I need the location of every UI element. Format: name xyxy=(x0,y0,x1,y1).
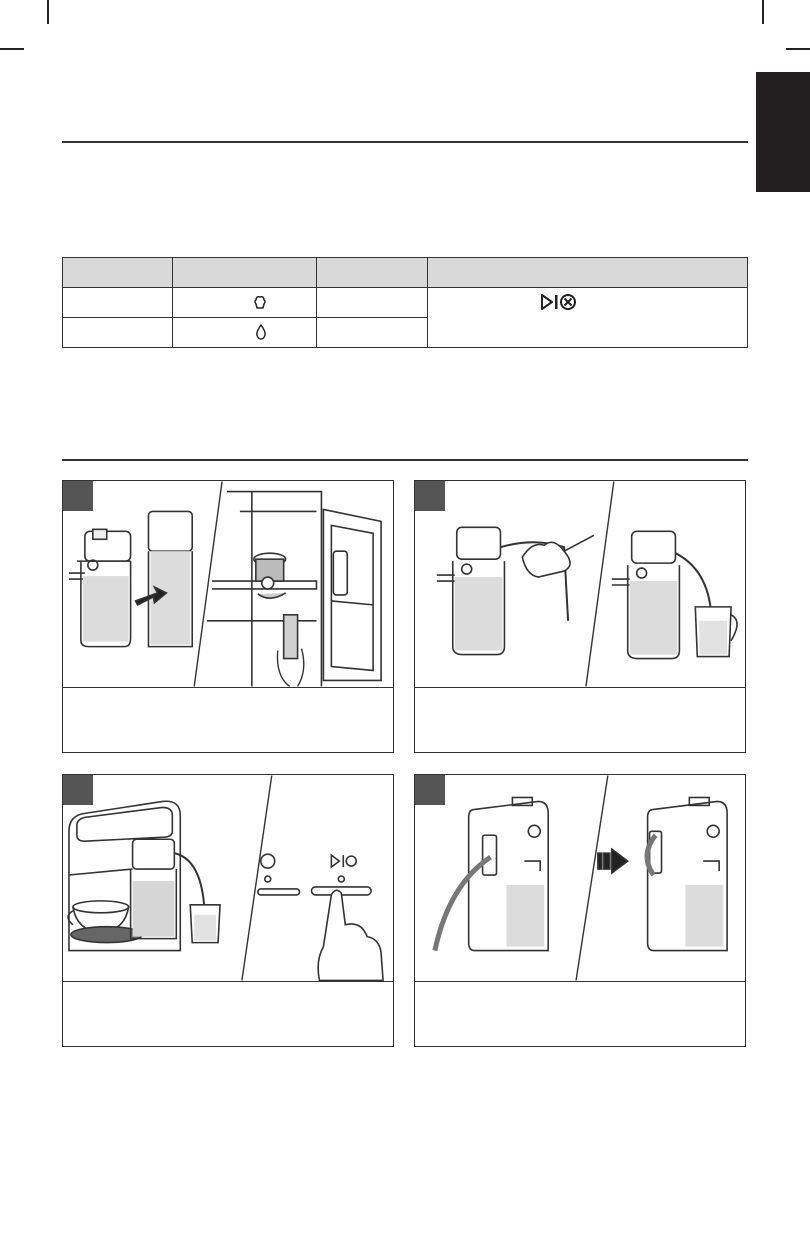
table-cell xyxy=(316,288,428,318)
step-caption xyxy=(63,981,393,1046)
settings-table xyxy=(62,257,748,348)
table-cell xyxy=(172,288,316,318)
crop-mark-top-right-v xyxy=(762,0,764,24)
table-cell xyxy=(63,318,173,348)
section-rule-middle xyxy=(62,459,748,461)
table-row xyxy=(63,288,748,318)
start-stop-icon xyxy=(540,292,584,312)
table-header-cell xyxy=(428,258,748,288)
illustration-attach-milk-tube xyxy=(415,481,745,687)
illustration-press-start xyxy=(63,775,393,981)
step-panel-4 xyxy=(414,774,746,1047)
table-cell xyxy=(63,288,173,318)
section-rule-top xyxy=(62,141,748,143)
illustration-store-carafe-in-fridge xyxy=(63,481,393,687)
foam-cloud-icon xyxy=(252,294,268,310)
crop-mark-top-left-v xyxy=(47,0,49,24)
illustration-store-tube xyxy=(415,775,745,981)
step-caption xyxy=(415,981,745,1046)
table-header-cell xyxy=(316,258,428,288)
table-cell xyxy=(172,318,316,348)
crop-mark-top-left-h xyxy=(0,48,24,50)
table-header-row xyxy=(63,258,748,288)
step-caption xyxy=(415,687,745,752)
step-panel-1 xyxy=(62,480,394,753)
language-tab xyxy=(756,72,810,192)
table-header-cell xyxy=(63,258,173,288)
crop-mark-top-right-h xyxy=(786,48,810,50)
step-panel-3 xyxy=(62,774,394,1047)
step-panel-2 xyxy=(414,480,746,753)
step-caption xyxy=(63,687,393,752)
table-header-cell xyxy=(172,258,316,288)
milk-drop-icon xyxy=(254,324,268,340)
table-cell xyxy=(316,318,428,348)
table-cell xyxy=(428,288,748,348)
